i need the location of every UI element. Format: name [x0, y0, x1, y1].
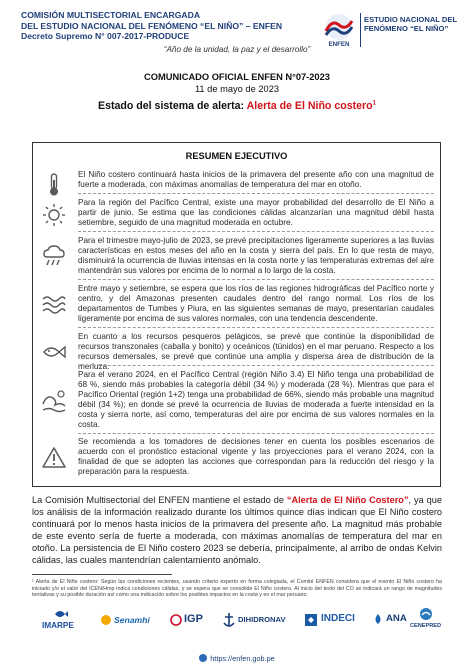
summary-divider: [78, 327, 434, 328]
footnote-ref[interactable]: 1: [372, 100, 376, 107]
logo-title: [364, 15, 458, 33]
rain-cloud-icon: [41, 243, 67, 269]
senamhi-logo: [100, 607, 160, 633]
sponsor-name: DIHIDRONAV: [238, 615, 286, 624]
warning-icon: [41, 445, 67, 471]
alert-status-value: Alerta de El Niño costero: [246, 100, 373, 112]
logo-name-line-2: FENÓMENO “EL NIÑO”: [364, 24, 449, 33]
body-text-1: La Comisión Multisectorial del ENFEN mantiene el estado de: [32, 495, 287, 505]
summary-divider: [78, 193, 434, 194]
summary-item-text: Entre mayo y setiembre, se espera que los ríos de las regiones hidrográficas del Pacífico norte y centro, y del Amazonas presenten caudales dentro del rango normal. Los ríos de los departamentos de Tumbes y Piura, en las siguientes semanas de mayo, presentarían caudales ligeramente por encima de sus valores normales, con una tendencia descendente.: [78, 284, 434, 323]
header-commission: [21, 10, 321, 42]
navy-anchor-icon: [222, 611, 236, 629]
summary-item-text: Para el verano 2024, en el Pacífico Central (región Niño 3.4) El Niño tenga una probabilidad de 68 %, siendo más probables la categoría débil (34 %) y moderada (28 %). Mientras que para el Pacífico Oriental (región 1+2) tenga una probabilidad de 66%, siendo más probable una magnitud débil (34 %); en donde se prevé la ocurrencia de lluvias de moderada a fuerte intensidad en la costa y sierra norte, así como, temperaturas del aire por encima de sus valores normales en la costa.: [78, 370, 434, 429]
indeci-logo: [304, 607, 366, 633]
summary-item-text: El Niño costero continuará hasta inicios de la primavera del presente año con una magnitud de fuerte a moderada, con máximas anomalías de temperatura del mar en otoño.: [78, 170, 434, 189]
alert-status-label: Estado del sistema de alerta:: [98, 100, 247, 112]
summary-divider: [78, 433, 434, 434]
summary-item-text: Para la región del Pacífico Central, existe una mayor probabilidad del desarrollo de El Niño a partir de junio. Se estima que las condiciones cálidas alcanzarían una magnitud débil hasta setiembre, seguido de una magnitud moderada en octubre.: [78, 198, 434, 227]
ana-drop-icon: [372, 613, 384, 625]
sponsor-name: IMARPE: [42, 621, 74, 630]
summary-item-text: En cuanto a los recursos pesqueros pelágicos, se prevé que continúe la disponibilidad de recursos transzonales (caballa y bonito) y oceánicos (túnidos) en el mar peruano. Respecto a los recursos demersales, se prevé que continúe una amplia y dispersa área de distribución de la merluza.: [78, 332, 434, 371]
sponsor-name: CENEPRED: [410, 623, 442, 629]
header-line-3: Decreto Supremo N° 007-2017-PRODUCE: [21, 31, 190, 41]
website-url[interactable]: https://enfen.gob.pe: [210, 654, 275, 663]
river-icon: [41, 291, 67, 317]
summary-divider: [78, 365, 434, 366]
footnote-rule: [32, 574, 172, 575]
summary-item-text: Se recomienda a los tomadores de decisiones tener en cuenta los posibles escenarios de acuerdo con el pronóstico estacional vigente y las proyecciones para el verano 2024, con la finalidad de que se adopten las acciones que correspondan para la reducción del riesgo y la preparación para la respuesta.: [78, 437, 434, 476]
alert-status: [0, 100, 474, 112]
wave-forecast-icon: [41, 388, 67, 414]
cenepred-logo: [410, 607, 442, 633]
senamhi-sun-icon: [100, 614, 112, 626]
body-paragraph: [32, 494, 442, 566]
communique-title: COMUNICADO OFICIAL ENFEN N°07-2023: [144, 72, 330, 82]
summary-divider: [78, 231, 434, 232]
sponsor-name: INDECI: [321, 613, 355, 624]
header-line-2: DEL ESTUDIO NACIONAL DEL FENÓMENO “EL NIÑO” – ENFEN: [21, 20, 283, 31]
summary-item-text: Para el trimestre mayo-julio de 2023, se prevé precipitaciones ligeramente superiores a las lluvias características en estos meses del año en la costa y sierra del país. En lo que resta de mayo, disminuirá la ocurrencia de lluvias intensas en la costa norte y las temperaturas extremas del aire mantendrán sus valores por encima de lo normal a lo largo de la costa.: [78, 236, 434, 275]
sponsor-logos: [32, 607, 442, 633]
year-motto: “Año de la unidad, la paz y el desarrollo”: [163, 45, 311, 54]
logo-acronym: ENFEN: [328, 41, 350, 48]
ana-logo: [372, 607, 406, 633]
logo-name-line-1: ESTUDIO NACIONAL DEL: [364, 15, 458, 24]
logo-divider: [360, 13, 361, 47]
summary-divider: [78, 279, 434, 280]
sponsor-name: Senamhi: [114, 615, 150, 625]
website-link[interactable]: [0, 654, 474, 663]
imarpe-logo: [36, 607, 90, 633]
indeci-shield-icon: [304, 613, 318, 627]
sponsor-name: ANA: [386, 613, 407, 624]
fish-icon: [41, 339, 67, 365]
cenepred-emblem-icon: [419, 607, 433, 621]
igp-logo: [170, 607, 216, 633]
executive-summary-title: RESUMEN EJECUTIVO: [185, 151, 288, 161]
globe-icon: [199, 654, 207, 662]
executive-summary-box: [32, 142, 441, 487]
header-line-1: COMISIÓN MULTISECTORIAL ENCARGADA: [21, 10, 201, 20]
sponsor-name: IGP: [184, 613, 203, 625]
body-text-2: , ya que los análisis de la información realizado durante los últimos quince días indican que El Niño costero continuará por lo menos hasta inicios de la primavera del presente año. La magnitud más probable de este evento sería de fuerte a moderada, con máximas anomalías de temperatura del mar en otoño. La persistencia de El Niño costero 2023 se debería, principalmente, al arribo de ondas Kelvin cálidas, las cuales mantendrían calentamiento anómalo.: [32, 495, 442, 565]
imarpe-fish-icon: [54, 607, 68, 621]
footnote: ¹ Alerta de El Niño costero: Según las condiciones recientes, usando criterio experto en forma colegiada, el Comité ENFEN considera que el evento El Niño costero ha iniciado y/o el valor del ICEN/Hmp indica condiciones cálidas, y se espera que se consolide El Niño costero. Al inicio del texto del CO se indicará un rango de magnitudes tentativas y su posible duración así como una indicación sobre los posibles impactos en la costa y en el mar peruano.: [32, 579, 442, 599]
sun-icon: [41, 202, 67, 228]
dihidronav-logo: [222, 607, 296, 633]
communique-date: 11 de mayo de 2023: [194, 84, 280, 94]
igp-globe-icon: [170, 614, 182, 626]
thermometer-icon: [41, 172, 67, 198]
body-alert-highlight: “Alerta de El Niño Costero”: [286, 495, 409, 505]
